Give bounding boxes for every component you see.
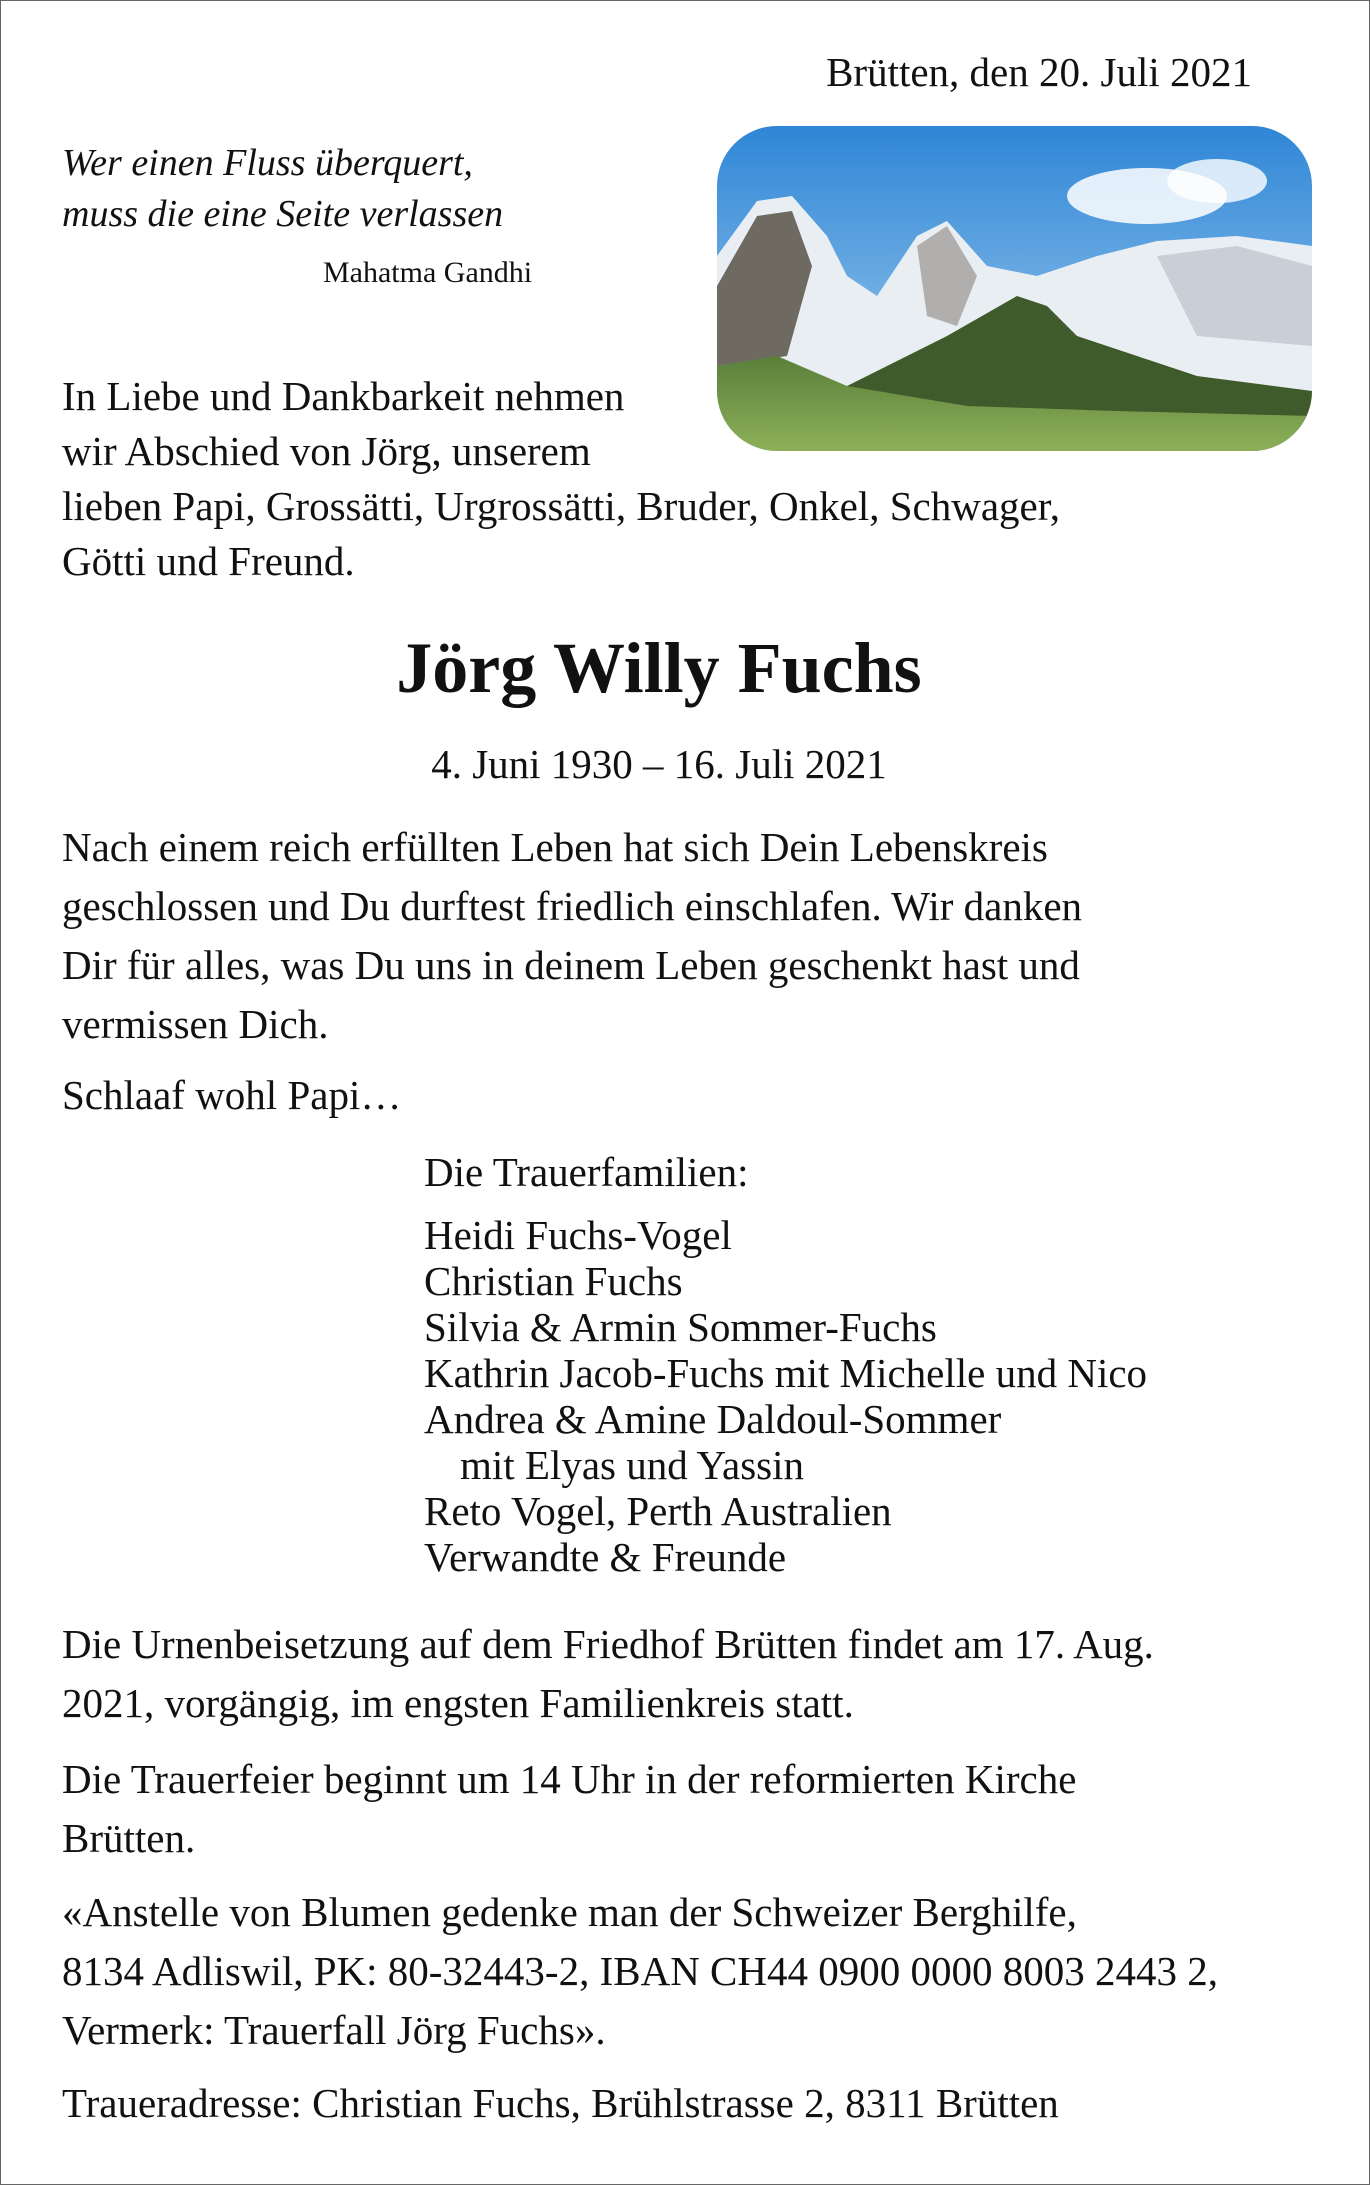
place-date: Brütten, den 20. Juli 2021 (826, 49, 1252, 95)
family-member: Reto Vogel, Perth Australien (424, 1488, 892, 1534)
burial-line: Die Urnenbeisetzung auf dem Friedhof Brütten findet am 17. Aug. (62, 1621, 1154, 1667)
donation-paragraph (62, 1883, 1218, 2060)
intro-line: In Liebe und Dankbarkeit nehmen (62, 373, 625, 419)
family-member: Silvia & Armin Sommer-Fuchs (424, 1304, 937, 1350)
service-line: Brütten. (62, 1815, 196, 1861)
donation-line: «Anstelle von Blumen gedenke man der Schweizer Berghilfe, (62, 1889, 1077, 1935)
quote-text (62, 138, 503, 240)
address-line (62, 2074, 1059, 2133)
family-member: Heidi Fuchs-Vogel (424, 1212, 732, 1258)
family-member: Verwandte & Freunde (424, 1534, 787, 1580)
family-member: Kathrin Jacob-Fuchs mit Michelle und Nico (424, 1350, 1148, 1396)
address-text: Traueradresse: Christian Fuchs, Brühlstrasse 2, 8311 Brütten (62, 2080, 1059, 2126)
family-list (424, 1212, 1147, 1580)
donation-line: Vermerk: Trauerfall Jörg Fuchs». (62, 2007, 606, 2053)
intro-text (62, 369, 1342, 589)
tribute-line: Nach einem reich erfüllten Leben hat sich Dein Lebenskreis (62, 824, 1048, 870)
service-paragraph (62, 1750, 1076, 1868)
family-member: Andrea & Amine Daldoul-Sommer (424, 1396, 1002, 1442)
family-heading: Die Trauerfamilien: (424, 1149, 749, 1195)
burial-paragraph (62, 1615, 1154, 1733)
intro-line: lieben Papi, Grossätti, Urgrossätti, Bruder, Onkel, Schwager, (62, 483, 1060, 529)
deceased-name: Jörg Willy Fuchs (396, 628, 922, 708)
farewell-line (62, 1066, 401, 1125)
family-member: mit Elyas und Yassin (460, 1442, 804, 1488)
tribute-paragraph (62, 818, 1082, 1054)
quote-author: Mahatma Gandhi (323, 256, 533, 289)
intro-line: Götti und Freund. (62, 538, 355, 584)
life-dates: 4. Juni 1930 – 16. Juli 2021 (431, 741, 887, 787)
quote-line: muss die eine Seite verlassen (62, 193, 504, 235)
farewell-text: Schlaaf wohl Papi… (62, 1072, 402, 1118)
tribute-line: vermissen Dich. (62, 1001, 329, 1047)
tribute-line: geschlossen und Du durftest friedlich einschlafen. Wir danken (62, 883, 1083, 929)
tribute-line: Dir für alles, was Du uns in deinem Leben geschenkt hast und (62, 942, 1080, 988)
donation-line: 8134 Adliswil, PK: 80-32443-2, IBAN CH44 0900 0000 8003 2443 2, (62, 1948, 1219, 1994)
service-line: Die Trauerfeier beginnt um 14 Uhr in der reformierten Kirche (62, 1756, 1077, 1802)
burial-line: 2021, vorgängig, im engsten Familienkreis statt. (62, 1680, 854, 1726)
family-member: Christian Fuchs (424, 1258, 683, 1304)
intro-line: wir Abschied von Jörg, unserem (62, 428, 591, 474)
quote-line: Wer einen Fluss überquert, (62, 142, 473, 184)
